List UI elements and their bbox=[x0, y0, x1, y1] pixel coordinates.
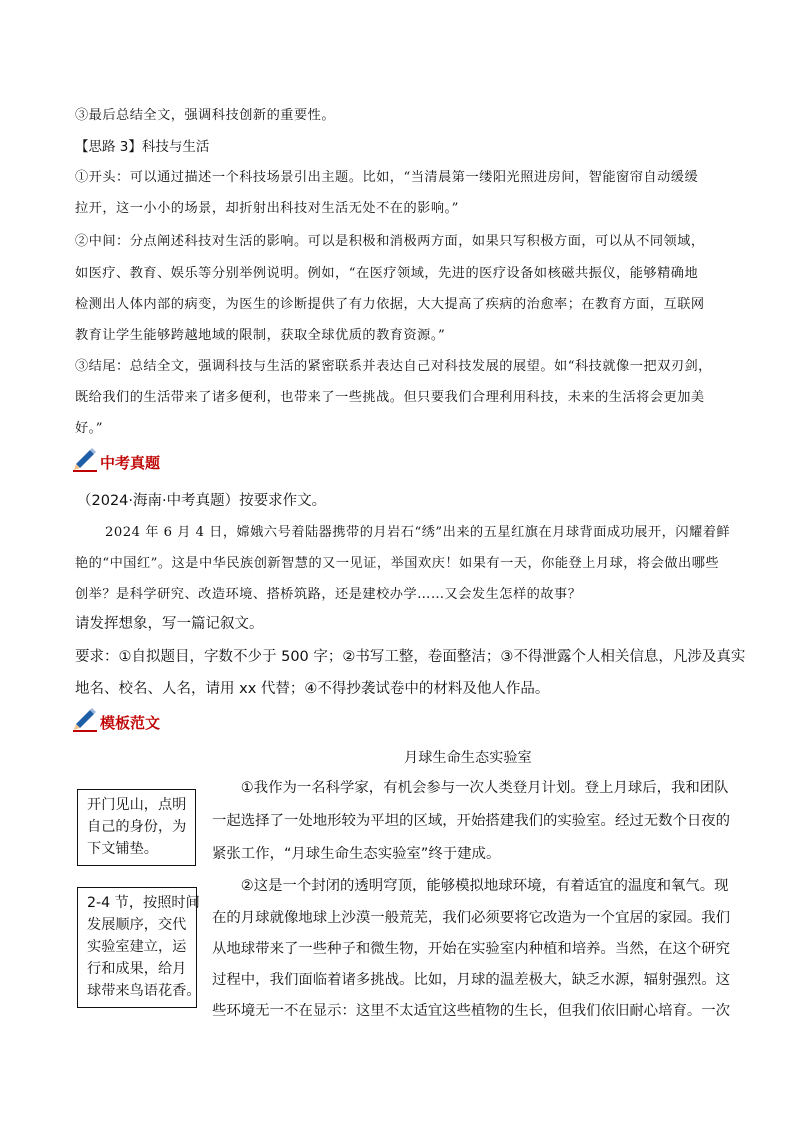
model-section-title: 模板范文 bbox=[100, 714, 161, 732]
exam-requirement-line-2: 地名、校名、人名，请用 xx 代替；④不得抄袭试卷中的材料及他人作品。 bbox=[75, 681, 550, 697]
idea3-line-7: ③结尾：总结全文，强调科技与生活的紧密联系并表达自己对科技发展的展望。如“科技就像一把双刃剑， bbox=[75, 359, 712, 374]
essay-line-6: 从地球带来了一些种子和微生物，开始在实验室内种植和培养。当然，在这个研究 bbox=[212, 941, 731, 957]
essay-line-8: 些环境无一不在显示：这里不太适宜这些植物的生长，但我们依旧耐心培育。一次 bbox=[212, 1003, 731, 1019]
essay-line-7: 过程中，我们面临着诸多挑战。比如，月球的温差极大，缺乏水源，辐射强烈。这 bbox=[212, 972, 731, 988]
side-note-2 bbox=[77, 887, 201, 1008]
exam-prompt-line-2: 艳的“中国红”。这是中华民族创新智慧的又一见证，举国欢庆！如果有一天，你能登上月球，将会做出哪些 bbox=[75, 556, 720, 571]
side-note-2-line: 行和成果，给月 bbox=[87, 961, 187, 977]
pencil-icon bbox=[72, 706, 98, 732]
idea3-line-3: ②中间：分点阐述科技对生活的影响。可以是积极和消极两方面，如果只写积极方面，可以从不同领域， bbox=[75, 234, 705, 249]
side-note-1-line: 开门见山，点明 bbox=[87, 797, 187, 813]
idea3-line-6: 教育让学生能够跨越地域的限制，获取全球优质的教育资源。” bbox=[75, 328, 446, 343]
idea3-line-4: 如医疗、教育、娱乐等分别举例说明。例如，“在医疗领域，先进的医疗设备如核磁共振仪，能够精确地 bbox=[75, 266, 699, 281]
exam-prompt-line-1: 2024 年 6 月 4 日，嫦娥六号着陆器携带的月岩石“绣”出来的五星红旗在月球背面成功展开，闪耀着鲜 bbox=[105, 525, 731, 540]
essay-line-3: 紧张工作，“月球生命生态实验室”终于建成。 bbox=[212, 846, 501, 862]
exam-section-heading bbox=[72, 446, 160, 472]
side-note-2-line: 2-4 节，按照时间 bbox=[87, 895, 200, 911]
essay-line-1: ①我作为一名科学家，有机会参与一次人类登月计划。登上月球后，我和团队 bbox=[212, 780, 729, 796]
essay-line-2: 一起选择了一处地形较为平坦的区域，开始搭建我们的实验室。经过无数个日夜的 bbox=[212, 813, 731, 829]
idea3-heading: 【思路 3】科技与生活 bbox=[75, 139, 210, 155]
pencil-icon bbox=[72, 446, 98, 472]
essay-title: 月球生命生态实验室 bbox=[404, 750, 532, 766]
intro-line-3: ③最后总结全文，强调科技创新的重要性。 bbox=[75, 108, 336, 123]
side-note-1-line: 自己的身份，为 bbox=[87, 819, 187, 835]
side-note-2-line: 发展顺序，交代 bbox=[87, 917, 187, 933]
side-note-2-line: 实验室建立，运 bbox=[87, 939, 187, 955]
model-section-heading bbox=[72, 706, 160, 732]
idea3-line-5: 检测出人体内部的病变，为医生的诊断提供了有力依据，大大提高了疾病的治愈率；在教育方面，互联网 bbox=[75, 297, 705, 312]
idea3-line-8: 既给我们的生活带来了诸多便利，也带来了一些挑战。但只要我们合理利用科技，未来的生活将会更加美 bbox=[75, 390, 705, 405]
exam-section-title: 中考真题 bbox=[100, 454, 161, 472]
exam-source: （2024·海南·中考真题）按要求作文。 bbox=[77, 493, 327, 509]
side-note-2-line: 球带来鸟语花香。 bbox=[87, 983, 201, 999]
exam-prompt-line-3: 创举？是科学研究、改造环境、搭桥筑路，还是建校办学……又会发生怎样的故事？ bbox=[75, 587, 582, 602]
essay-line-4: ②这是一个封闭的透明穹顶，能够模拟地球环境，有着适宜的温度和氧气。现 bbox=[212, 878, 729, 894]
idea3-line-1: ①开头：可以通过描述一个科技场景引出主题。比如，“当清晨第一缕阳光照进房间，智能窗帘自动缓缓 bbox=[75, 170, 699, 185]
exam-requirement-line-1: 要求：①自拟题目，字数不少于 500 字；②书写工整，卷面整洁；③不得泄露个人相关信息，凡涉及真实 bbox=[75, 649, 746, 665]
idea3-line-9: 好。” bbox=[75, 421, 104, 436]
essay-line-5: 在的月球就像地球上沙漠一般荒芜，我们必须要将它改造为一个宜居的家园。我们 bbox=[212, 910, 731, 926]
idea3-line-2: 拉开，这一小小的场景，却折射出科技对生活无处不在的影响。” bbox=[75, 201, 459, 216]
side-note-1-line: 下文铺垫。 bbox=[87, 841, 158, 857]
side-note-1 bbox=[77, 789, 196, 866]
exam-instruction: 请发挥想象，写一篇记叙文。 bbox=[75, 616, 264, 632]
